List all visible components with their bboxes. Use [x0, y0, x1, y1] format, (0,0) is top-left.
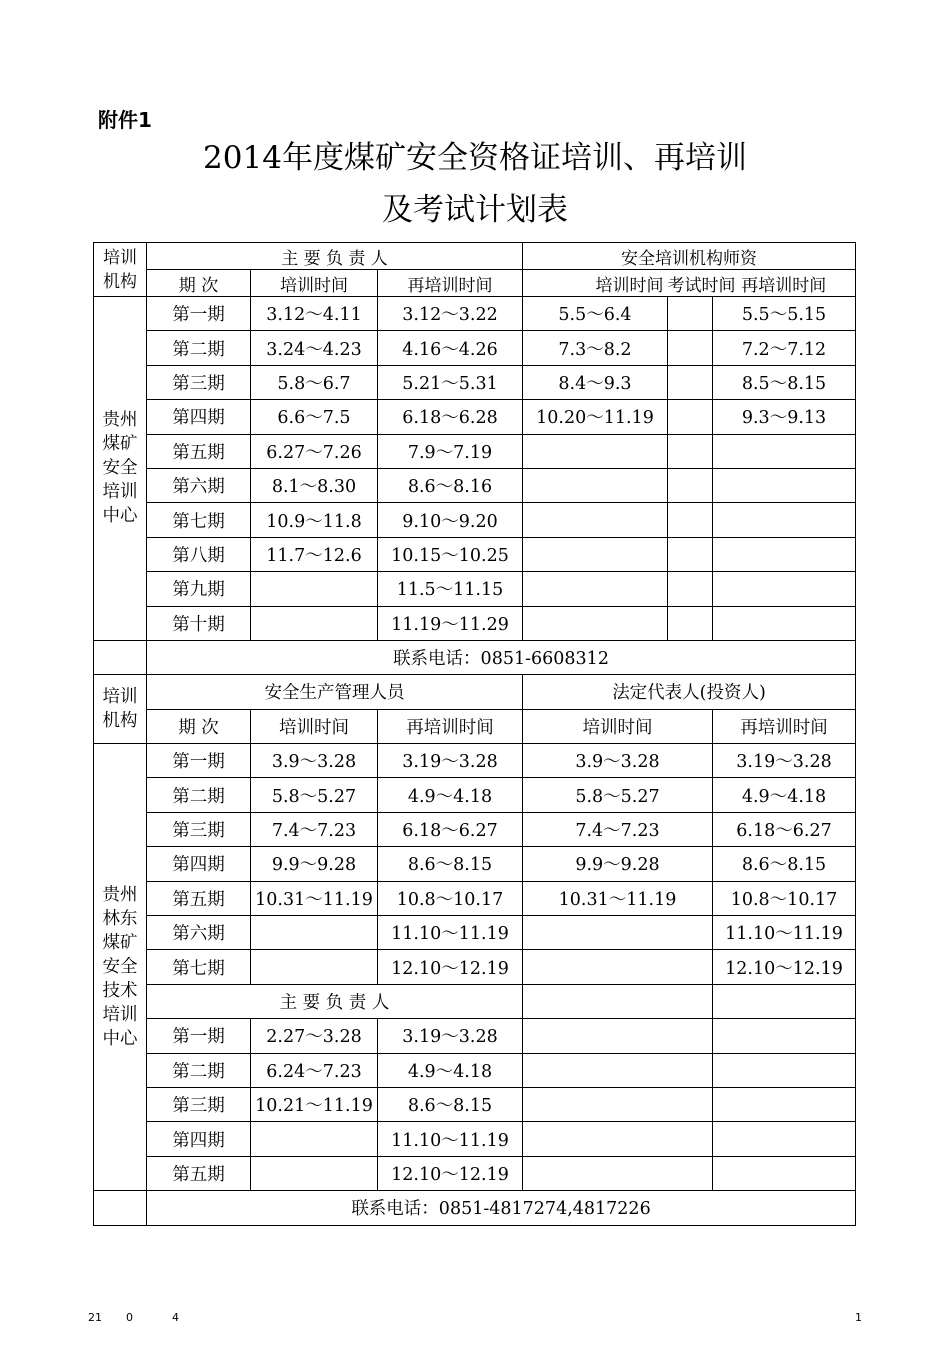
group-mgmt-header: 安全生产管理人员 [147, 675, 523, 709]
train-cell: 3.12～4.11 [251, 297, 378, 331]
table-row [94, 881, 856, 915]
empty-cell [713, 984, 856, 1018]
table-row [94, 468, 856, 502]
t-retrain-cell [713, 537, 856, 571]
t-exam-cell [668, 537, 713, 571]
train-cell: 9.9～9.28 [251, 847, 378, 881]
l-retrain-cell: 10.8～10.17 [713, 881, 856, 915]
table-row [94, 1019, 856, 1053]
table-row [94, 812, 856, 846]
col-t-exam: 考试时间 [668, 270, 713, 297]
train-cell: 3.9～3.28 [251, 744, 378, 778]
l-retrain-cell: 4.9～4.18 [713, 778, 856, 812]
train-cell [251, 572, 378, 606]
t-exam-cell [668, 606, 713, 640]
t-retrain-cell: 5.5～5.15 [713, 297, 856, 331]
t-train-cell: 7.3～8.2 [523, 331, 668, 365]
l-train-cell: 10.31～11.19 [523, 881, 713, 915]
period-cell: 第三期 [147, 365, 251, 399]
col-l-train: 培训时间 [523, 709, 713, 743]
org-header: 培训 机构 [94, 243, 147, 297]
empty-cell [713, 1087, 856, 1121]
t-exam-cell [668, 468, 713, 502]
l-train-cell: 7.4～7.23 [523, 812, 713, 846]
attachment-label: 附件1 [98, 108, 152, 132]
l-train-cell [523, 950, 713, 984]
footer-left-c: 4 [172, 1311, 179, 1324]
t-exam-cell [668, 400, 713, 434]
train-cell: 5.8～6.7 [251, 365, 378, 399]
page-number: 1 [855, 1311, 862, 1324]
period-cell: 第五期 [147, 1156, 251, 1190]
col-train: 培训时间 [251, 709, 378, 743]
col-period: 期 次 [147, 709, 251, 743]
retrain-cell: 6.18～6.28 [378, 400, 523, 434]
retrain-cell: 4.9～4.18 [378, 778, 523, 812]
train-cell: 6.24～7.23 [251, 1053, 378, 1087]
footer-left-b: 0 [126, 1311, 133, 1324]
l-retrain-cell: 8.6～8.15 [713, 847, 856, 881]
retrain-cell: 11.10～11.19 [378, 916, 523, 950]
train-cell: 5.8～5.27 [251, 778, 378, 812]
retrain-cell: 9.10～9.20 [378, 503, 523, 537]
retrain-cell: 12.10～12.19 [378, 950, 523, 984]
table-row [94, 1156, 856, 1190]
org-name: 贵州 煤矿 安全 培训 中心 [94, 297, 147, 641]
period-cell: 第六期 [147, 916, 251, 950]
t-train-cell [523, 434, 668, 468]
t-retrain-cell: 8.5～8.15 [713, 365, 856, 399]
retrain-cell: 8.6～8.15 [378, 1087, 523, 1121]
table-row [94, 984, 856, 1018]
retrain-cell: 6.18～6.27 [378, 812, 523, 846]
table-row [94, 365, 856, 399]
train-cell [251, 606, 378, 640]
t-exam-cell [668, 331, 713, 365]
empty-cell [713, 1122, 856, 1156]
empty-cell [523, 1053, 713, 1087]
train-cell: 11.7～12.6 [251, 537, 378, 571]
retrain-cell: 12.10～12.19 [378, 1156, 523, 1190]
empty-cell [523, 1019, 713, 1053]
period-cell: 第一期 [147, 1019, 251, 1053]
table-row [94, 916, 856, 950]
t-train-cell [523, 606, 668, 640]
table-row [94, 503, 856, 537]
train-cell: 6.6～7.5 [251, 400, 378, 434]
t-train-cell [523, 503, 668, 537]
train-cell: 3.24～4.23 [251, 331, 378, 365]
group-main-header: 主 要 负 责 人 [147, 243, 523, 270]
table-row [94, 778, 856, 812]
retrain-cell: 10.8～10.17 [378, 881, 523, 915]
t-train-cell: 5.5～6.4 [523, 297, 668, 331]
train-cell [251, 950, 378, 984]
contact-spacer [94, 1191, 147, 1225]
page-title: 2014年度煤矿安全资格证培训、再培训 [203, 140, 747, 176]
l-train-cell: 5.8～5.27 [523, 778, 713, 812]
page-subtitle: 及考试计划表 [382, 192, 568, 228]
retrain-cell: 4.16～4.26 [378, 331, 523, 365]
train-cell [251, 1122, 378, 1156]
period-cell: 第一期 [147, 744, 251, 778]
t-exam-cell [668, 434, 713, 468]
group-legal-header: 法定代表人(投资人) [523, 675, 856, 709]
col-train: 培训时间 [251, 270, 378, 297]
retrain-cell: 4.9～4.18 [378, 1053, 523, 1087]
table-row [94, 709, 856, 743]
t-train-cell: 8.4～9.3 [523, 365, 668, 399]
retrain-cell: 3.19～3.28 [378, 744, 523, 778]
l-retrain-cell: 3.19～3.28 [713, 744, 856, 778]
train-cell: 7.4～7.23 [251, 812, 378, 846]
t-exam-cell [668, 503, 713, 537]
period-cell: 第七期 [147, 950, 251, 984]
period-cell: 第一期 [147, 297, 251, 331]
period-cell: 第七期 [147, 503, 251, 537]
table-row [94, 243, 856, 270]
period-cell: 第四期 [147, 1122, 251, 1156]
org-header: 培训 机构 [94, 675, 147, 744]
l-train-cell [523, 916, 713, 950]
period-cell: 第三期 [147, 1087, 251, 1121]
table-row [94, 400, 856, 434]
t-train-cell [523, 468, 668, 502]
retrain-cell: 7.9～7.19 [378, 434, 523, 468]
l-retrain-cell: 11.10～11.19 [713, 916, 856, 950]
period-cell: 第二期 [147, 331, 251, 365]
period-cell: 第五期 [147, 881, 251, 915]
empty-cell [523, 984, 713, 1018]
period-cell: 第四期 [147, 400, 251, 434]
col-retrain: 再培训时间 [378, 270, 523, 297]
retrain-cell: 3.12～3.22 [378, 297, 523, 331]
retrain-cell: 5.21～5.31 [378, 365, 523, 399]
t-exam-cell [668, 297, 713, 331]
contact-phone: 联系电话：0851-6608312 [147, 640, 856, 674]
t-retrain-cell: 9.3～9.13 [713, 400, 856, 434]
table-row [94, 847, 856, 881]
t-retrain-cell: 7.2～7.12 [713, 331, 856, 365]
empty-cell [523, 1122, 713, 1156]
period-cell: 第九期 [147, 572, 251, 606]
col-period: 期 次 [147, 270, 251, 297]
contact-phone: 联系电话：0851-4817274,4817226 [147, 1191, 856, 1225]
t-retrain-cell [713, 503, 856, 537]
col-t-train: 培训时间 [523, 270, 668, 297]
l-train-cell: 3.9～3.28 [523, 744, 713, 778]
l-retrain-cell: 12.10～12.19 [713, 950, 856, 984]
table-row [94, 1122, 856, 1156]
empty-cell [523, 1087, 713, 1121]
training-plan-table [93, 242, 856, 1226]
t-retrain-cell [713, 606, 856, 640]
period-cell: 第五期 [147, 434, 251, 468]
t-retrain-cell [713, 434, 856, 468]
group-teacher-header: 安全培训机构师资 [523, 243, 856, 270]
t-train-cell [523, 572, 668, 606]
retrain-cell: 11.5～11.15 [378, 572, 523, 606]
empty-cell [713, 1019, 856, 1053]
retrain-cell: 11.10～11.19 [378, 1122, 523, 1156]
retrain-cell: 10.15～10.25 [378, 537, 523, 571]
footer-left-a: 21 [88, 1311, 102, 1324]
t-retrain-cell [713, 572, 856, 606]
contact-spacer [94, 640, 147, 674]
period-cell: 第四期 [147, 847, 251, 881]
t-exam-cell [668, 572, 713, 606]
retrain-cell: 8.6～8.15 [378, 847, 523, 881]
train-cell: 2.27～3.28 [251, 1019, 378, 1053]
period-cell: 第八期 [147, 537, 251, 571]
period-cell: 第三期 [147, 812, 251, 846]
l-train-cell: 9.9～9.28 [523, 847, 713, 881]
table-row [94, 744, 856, 778]
table-row [94, 1191, 856, 1225]
table-row [94, 640, 856, 674]
period-cell: 第十期 [147, 606, 251, 640]
train-cell: 8.1～8.30 [251, 468, 378, 502]
table-row [94, 270, 856, 297]
table-row [94, 1087, 856, 1121]
table-row [94, 297, 856, 331]
org-name: 贵州 林东 煤矿 安全 技术 培训 中心 [94, 744, 147, 1191]
table-row [94, 675, 856, 709]
table-row [94, 572, 856, 606]
table-row [94, 331, 856, 365]
table-row [94, 537, 856, 571]
col-retrain: 再培训时间 [378, 709, 523, 743]
train-cell [251, 916, 378, 950]
empty-cell [523, 1156, 713, 1190]
group-main-header: 主 要 负 责 人 [147, 984, 523, 1018]
col-l-retrain: 再培训时间 [713, 709, 856, 743]
train-cell: 10.9～11.8 [251, 503, 378, 537]
table-row [94, 434, 856, 468]
retrain-cell: 11.19～11.29 [378, 606, 523, 640]
empty-cell [713, 1156, 856, 1190]
period-cell: 第二期 [147, 778, 251, 812]
table-row [94, 606, 856, 640]
train-cell: 6.27～7.26 [251, 434, 378, 468]
t-train-cell [523, 537, 668, 571]
train-cell: 10.31～11.19 [251, 881, 378, 915]
t-exam-cell [668, 365, 713, 399]
train-cell: 10.21～11.19 [251, 1087, 378, 1121]
t-retrain-cell [713, 468, 856, 502]
table-row [94, 950, 856, 984]
t-train-cell: 10.20～11.19 [523, 400, 668, 434]
retrain-cell: 8.6～8.16 [378, 468, 523, 502]
col-t-retrain: 再培训时间 [713, 270, 856, 297]
table-row [94, 1053, 856, 1087]
period-cell: 第二期 [147, 1053, 251, 1087]
retrain-cell: 3.19～3.28 [378, 1019, 523, 1053]
l-retrain-cell: 6.18～6.27 [713, 812, 856, 846]
empty-cell [713, 1053, 856, 1087]
period-cell: 第六期 [147, 468, 251, 502]
train-cell [251, 1156, 378, 1190]
